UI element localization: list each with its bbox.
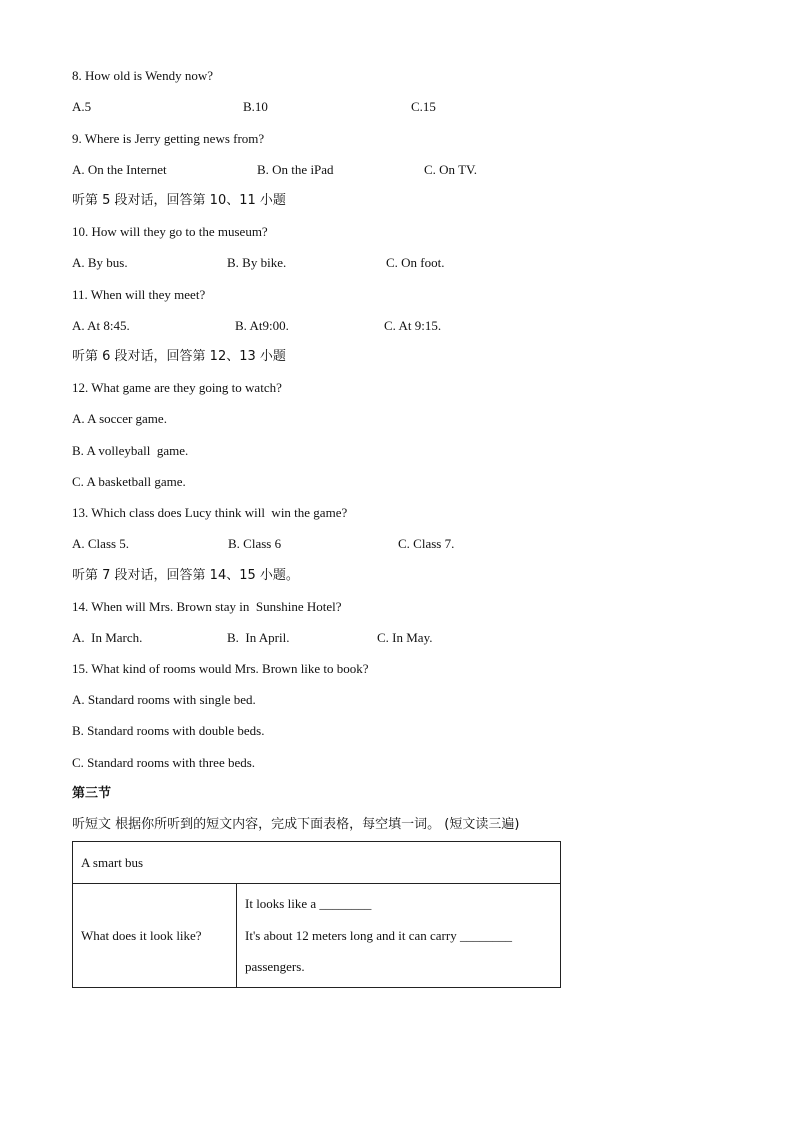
option-11c: C. At 9:15. (384, 318, 442, 333)
option-13c: C. Class 7. (398, 536, 455, 551)
option-15b: B. Standard rooms with double beds. (72, 723, 265, 738)
option-8b: B.10 (243, 99, 268, 114)
option-9a: A. On the Internet (72, 162, 167, 177)
option-11a: A. At 8:45. (72, 318, 130, 333)
question-13: 13. Which class does Lucy think will win the game? (72, 505, 348, 520)
question-10: 10. How will they go to the museum? (72, 224, 268, 239)
option-11b: B. At9:00. (235, 318, 289, 333)
option-8c: C.15 (411, 99, 436, 114)
option-8a: A.5 (72, 99, 92, 114)
table-answer-cell (237, 884, 561, 988)
question-15: 15. What kind of rooms would Mrs. Brown like to book? (72, 661, 369, 676)
option-12a: A. A soccer game. (72, 411, 167, 426)
option-9c: C. On TV. (424, 162, 477, 177)
part-3-heading: 第三节 (72, 786, 112, 801)
option-15c: C. Standard rooms with three beds. (72, 755, 256, 770)
option-14a: A. In March. (72, 630, 143, 645)
table-title: A smart bus (73, 842, 561, 884)
section-7-instruction: 听第 7 段对话，回答第 14、15 小题。 (72, 568, 299, 583)
option-9b: B. On the iPad (257, 162, 334, 177)
answer-line-1: It looks like a ________ (245, 896, 372, 912)
question-11: 11. When will they meet? (72, 287, 206, 302)
question-14: 14. When will Mrs. Brown stay in Sunshine Hotel? (72, 599, 342, 614)
section-6-instruction: 听第 6 段对话，回答第 12、13 小题 (72, 349, 286, 364)
option-14b: B. In April. (227, 630, 290, 645)
table-row-label: What does it look like? (73, 884, 237, 988)
option-10a: A. By bus. (72, 255, 128, 270)
option-13a: A. Class 5. (72, 536, 130, 551)
answer-table (72, 841, 561, 988)
answer-line-3: passengers. (245, 959, 305, 975)
option-12c: C. A basketball game. (72, 474, 186, 489)
part-3-instruction: 听短文 根据你所听到的短文内容，完成下面表格，每空填一词。 (短文读三遍) (72, 817, 520, 832)
question-9: 9. Where is Jerry getting news from? (72, 131, 265, 146)
answer-line-2: It's about 12 meters long and it can carry ________ (245, 927, 512, 943)
option-10c: C. On foot. (386, 255, 445, 270)
option-12b: B. A volleyball game. (72, 443, 189, 458)
option-14c: C. In May. (377, 630, 433, 645)
question-8: 8. How old is Wendy now? (72, 68, 213, 83)
option-15a: A. Standard rooms with single bed. (72, 692, 256, 707)
option-10b: B. By bike. (227, 255, 287, 270)
question-12: 12. What game are they going to watch? (72, 380, 282, 395)
section-5-instruction: 听第 5 段对话，回答第 10、11 小题 (72, 193, 286, 208)
option-13b: B. Class 6 (228, 536, 282, 551)
